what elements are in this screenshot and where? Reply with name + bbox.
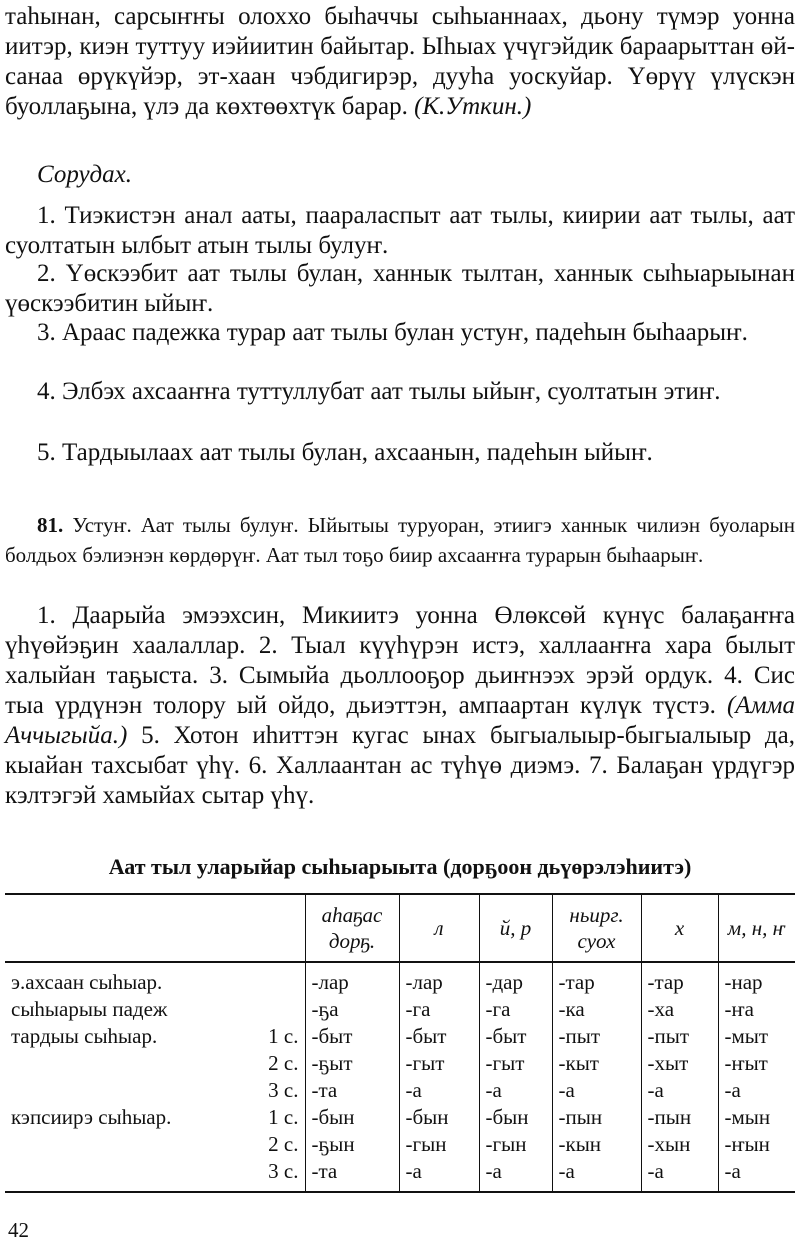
table-cell: -быт <box>305 1023 399 1050</box>
table-cell: -ҕын <box>305 1131 399 1158</box>
table-cell: -га <box>399 996 479 1023</box>
table-cell: -мын <box>718 1104 795 1131</box>
table-row <box>5 1158 795 1192</box>
row-person: 1 с. <box>268 1105 299 1129</box>
exercise-text-part1: 1. Даарыйа эмээхсин, Микиитэ уонна Өлөксөй күнүс балаҕаҥҥа үһүөйэҕин хаалаллар. 2. Тыал күүһүрэн истэ, халлааҥҥа хара былыт халыйан таҕыста. 3. Сымыйа дьоллооҕор дьиҥнээх эрэй ордук. 4. Сис тыа үрдүнэн толору ый ойдо, дьиэттэн, ампаартан күлүк түстэ. <box>5 602 795 719</box>
exercise-instruction <box>5 510 795 570</box>
table-row <box>5 1077 795 1104</box>
table-cell: -а <box>718 1158 795 1192</box>
table-cell: -быт <box>399 1023 479 1050</box>
table-cell: -кын <box>552 1131 641 1158</box>
table-cell: -а <box>718 1077 795 1104</box>
table-row <box>5 1104 795 1131</box>
table-cell: -та <box>305 1077 399 1104</box>
header-cell <box>5 894 229 962</box>
table-row <box>5 996 795 1023</box>
page-number: 42 <box>8 1218 29 1242</box>
table-cell: -а <box>479 1158 552 1192</box>
row-person: 2 с. <box>268 1132 299 1156</box>
table-cell: -пыт <box>641 1023 718 1050</box>
exercise-instruction-text: Устуҥ. Аат тылы булуҥ. Ыйытыы туруоран, этиигэ ханнык чилиэн буоларын болдьох бэлиэнэн көрдөрүҥ. Аат тыл тоҕо биир ахсааҥҥа турарын быһаарыҥ. <box>5 513 795 567</box>
table-cell: -а <box>552 1077 641 1104</box>
row-person <box>229 962 305 996</box>
exercise-source: (Амма Аччыгыйа.) <box>5 692 795 749</box>
table-cell: -нар <box>718 962 795 996</box>
task-item-2: 2. Үөскээбит аат тылы булан, ханнык тылтан, ханнык сыһыарыынан үөскээбитин ыйыҥ. <box>5 260 795 317</box>
table-cell: -хын <box>641 1131 718 1158</box>
table-cell: -а <box>479 1077 552 1104</box>
row-label <box>5 1050 229 1077</box>
table-cell: -ҥыт <box>718 1050 795 1077</box>
task-item-5: 5. Тардыылаах аат тылы булан, ахсаанын, падеһын ыйыҥ. <box>37 439 653 466</box>
table-cell: -тар <box>641 962 718 996</box>
header-cell: л <box>399 894 479 962</box>
table-cell: -пыт <box>552 1023 641 1050</box>
table-cell: -гыт <box>479 1050 552 1077</box>
row-label: э.ахсаан сыһыар. <box>11 970 163 994</box>
table-cell: -хыт <box>641 1050 718 1077</box>
table-row <box>5 962 795 996</box>
table-cell: -бын <box>399 1104 479 1131</box>
table-cell: -ҕыт <box>305 1050 399 1077</box>
task-item-4: 4. Элбэх ахсааҥҥа туттуллубат аат тылы ыйыҥ, суолтатын этиҥ. <box>37 378 721 405</box>
table-header-row <box>5 894 795 962</box>
row-person: 1 с. <box>268 1024 299 1048</box>
table-row <box>5 1131 795 1158</box>
table-cell: -га <box>479 996 552 1023</box>
row-person <box>229 996 305 1023</box>
task-item-1: 1. Тиэкистэн анал ааты, паараласпыт аат тылы, киирии аат тылы, аат суолтатын ылбыт атын тылы булуҥ. <box>5 202 795 259</box>
table-cell: -лар <box>305 962 399 996</box>
table-cell: -а <box>552 1158 641 1192</box>
row-label <box>5 1158 229 1192</box>
table-row <box>5 1050 795 1077</box>
table-cell: -бын <box>479 1104 552 1131</box>
table-cell: -ҕа <box>305 996 399 1023</box>
table-cell: -а <box>399 1077 479 1104</box>
table-cell: -а <box>641 1077 718 1104</box>
header-cell: х <box>641 894 718 962</box>
table-cell: -та <box>305 1158 399 1192</box>
intro-text: таһынан, сарсыҥҥы олоххо быһаччы сыһыаннаах, дьону түмэр уонна иитэр, киэн туттуу иэйиитин байытар. Ыһыах үчүгэйдик бараарыттан өй-санаа өрүкүйэр, эт-хаан чэбдигирэр, дууһа уоскуйар. Үөрүү үлүскэн буоллаҕына, үлэ да көхтөөхтүк барар. <box>5 3 795 120</box>
table-cell: -ҥа <box>718 996 795 1023</box>
row-label <box>5 1131 229 1158</box>
table-cell: -мыт <box>718 1023 795 1050</box>
table-cell: -быт <box>479 1023 552 1050</box>
table-cell: -дар <box>479 962 552 996</box>
table-cell: -а <box>399 1158 479 1192</box>
exercise-number: 81. <box>37 513 64 537</box>
table-cell: -пын <box>552 1104 641 1131</box>
table-cell: -лар <box>399 962 479 996</box>
table-cell: -пын <box>641 1104 718 1131</box>
table-cell: -гын <box>399 1131 479 1158</box>
exercise-text-part2: 5. Хотон иһиттэн кугас ынах быгыалыыр-быгыалыыр да, кыайан тахсыбат үһү. 6. Халлаантан ас түһүө диэмэ. 7. Балаҕан үрдүгэр кэлтэгэй хамыйах сытар үһү. <box>5 722 795 809</box>
header-cell <box>229 894 305 962</box>
table-cell: -гын <box>479 1131 552 1158</box>
table-cell: -гыт <box>399 1050 479 1077</box>
table-cell: -тар <box>552 962 641 996</box>
table-cell: -кыт <box>552 1050 641 1077</box>
row-label: сыһыарыы падеж <box>11 997 168 1021</box>
row-label: кэпсиирэ сыһыар. <box>11 1105 172 1129</box>
header-cell: ньирг. суох <box>552 894 641 962</box>
task-heading: Сорудах. <box>37 161 133 188</box>
header-cell: аһаҕас дорҕ. <box>305 894 399 962</box>
row-person: 3 с. <box>229 1158 305 1192</box>
table-cell: -бын <box>305 1104 399 1131</box>
row-person: 2 с. <box>268 1051 299 1075</box>
table-title: Аат тыл уларыйар сыһыарыыта (дорҕоон дьүөрэлэһиитэ) <box>108 854 692 879</box>
intro-source: (К.Уткин.) <box>414 93 532 120</box>
header-cell: й, р <box>479 894 552 962</box>
task-item-3: 3. Араас падежка турар аат тылы булан устуҥ, падеһын быһаарыҥ. <box>37 319 748 346</box>
row-label: тардыы сыһыар. <box>11 1024 158 1048</box>
header-cell: м, н, ҥ <box>718 894 795 962</box>
row-label <box>5 1077 229 1104</box>
suffix-table <box>5 893 795 1193</box>
table-cell: -ха <box>641 996 718 1023</box>
table-cell: -ҥын <box>718 1131 795 1158</box>
row-person: 3 с. <box>268 1078 299 1102</box>
table-cell: -а <box>641 1158 718 1192</box>
table-cell: -ка <box>552 996 641 1023</box>
table-row <box>5 1023 795 1050</box>
intro-paragraph <box>5 2 795 122</box>
exercise-text <box>5 601 795 811</box>
